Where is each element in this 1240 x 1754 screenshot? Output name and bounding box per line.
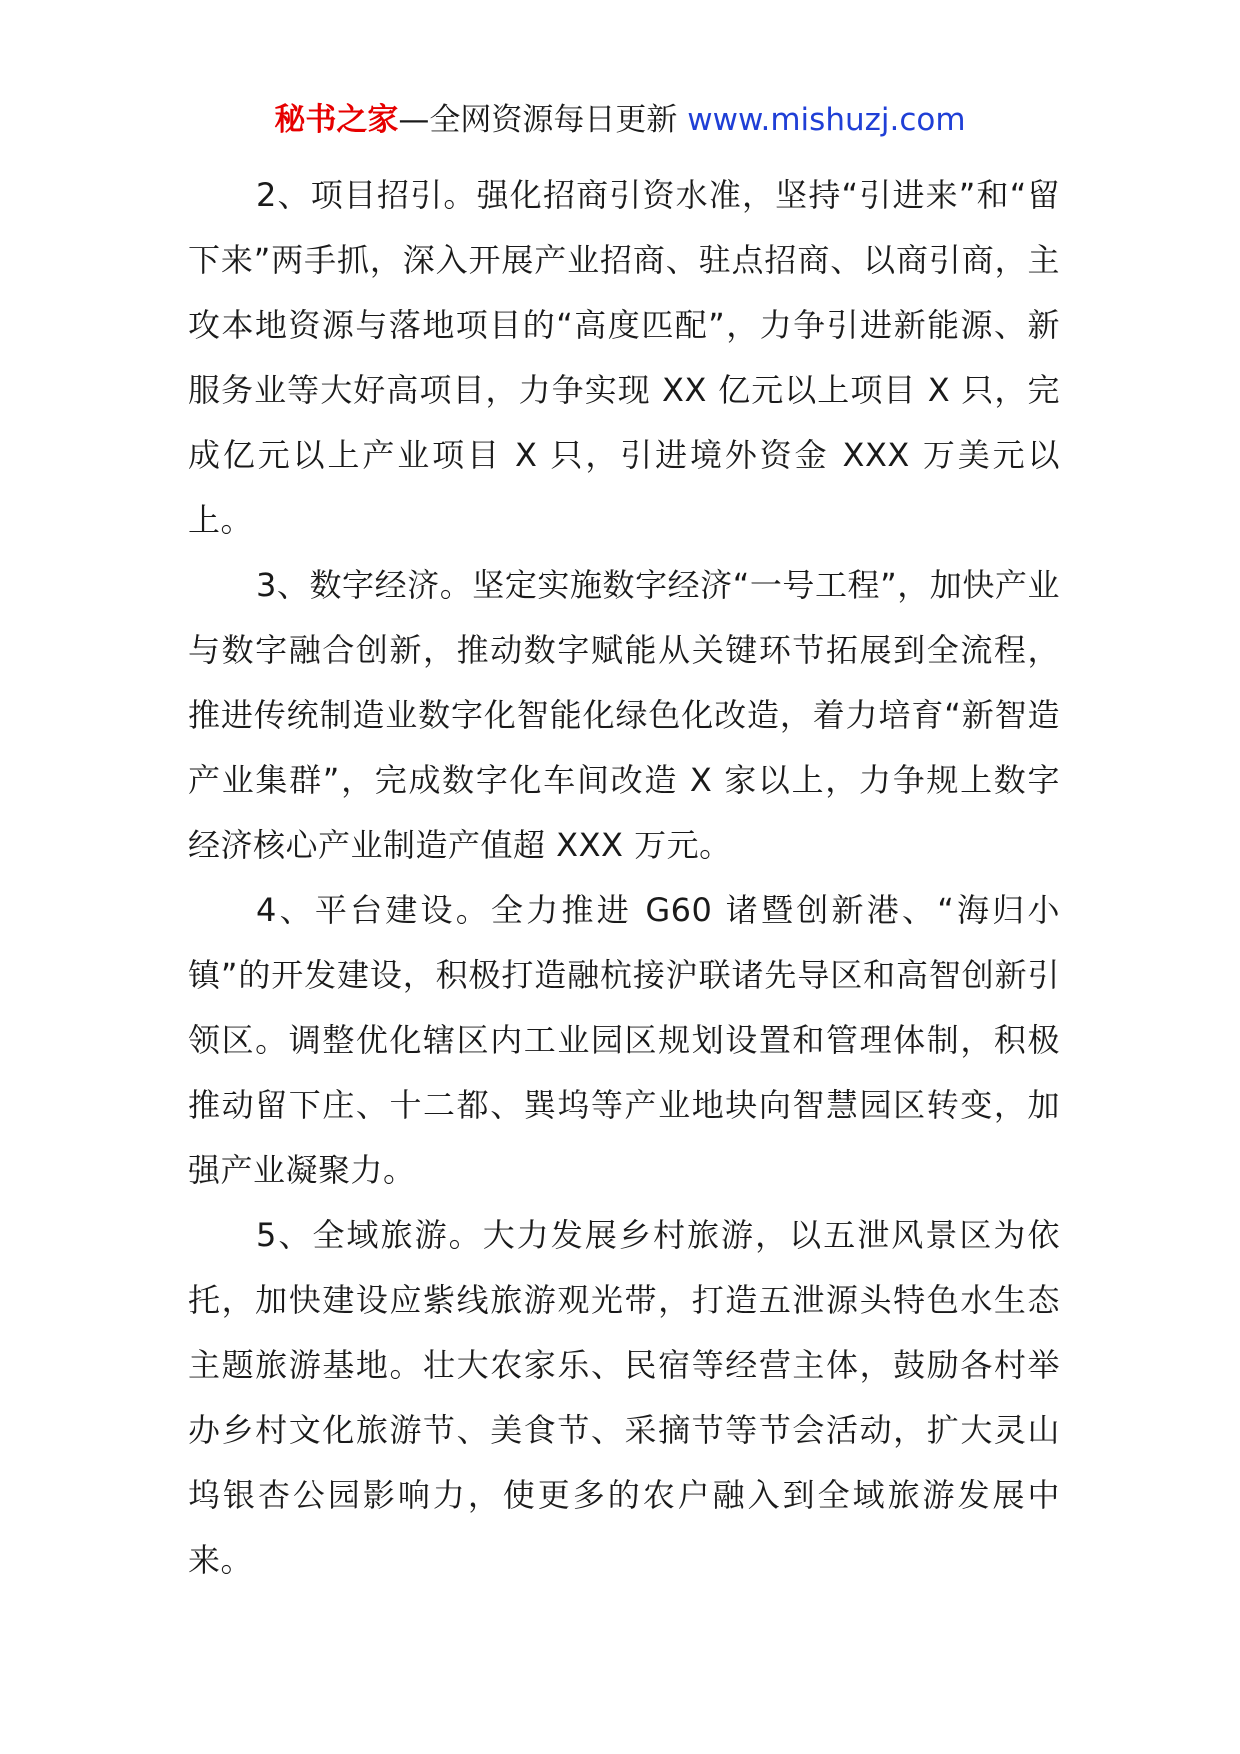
site-url-link[interactable]: www.mishuzj.com: [687, 102, 966, 138]
document-body: [188, 163, 1060, 1593]
paragraph-project-attraction: 2、项目招引。强化招商引资水准，坚持“引进来”和“留下来”两手抓，深入开展产业招商、驻点招商、以商引商，主攻本地资源与落地项目的“高度匹配”，力争引进新能源、新服务业等大好高项目，力争实现 XX 亿元以上项目 X 只，完成亿元以上产业项目 X 只，引进境外资金 XXX 万美元以上。: [188, 176, 1060, 539]
paragraph-digital-economy: 3、数字经济。坚定实施数字经济“一号工程”，加快产业与数字融合创新，推动数字赋能从关键环节拓展到全流程，推进传统制造业数字化智能化绿色化改造，着力培育“新智造产业集群”，完成数字化车间改造 X 家以上，力争规上数字经济核心产业制造产值超 XXX 万元。: [188, 566, 1060, 864]
paragraph-platform-construction: 4、平台建设。全力推进 G60 诸暨创新港、“海归小镇”的开发建设，积极打造融杭接沪联诸先导区和高智创新引领区。调整优化辖区内工业园区规划设置和管理体制，积极推动留下庄、十二都、巽坞等产业地块向智慧园区转变，加强产业凝聚力。: [188, 891, 1060, 1189]
paragraph-regional-tourism: 5、全域旅游。大力发展乡村旅游，以五泄风景区为依托，加快建设应紫线旅游观光带，打造五泄源头特色水生态主题旅游基地。壮大农家乐、民宿等经营主体，鼓励各村举办乡村文化旅游节、美食节、采摘节等节会活动，扩大灵山坞银杏公园影响力，使更多的农户融入到全域旅游发展中来。: [188, 1216, 1060, 1579]
site-brand: 秘书之家: [274, 102, 399, 138]
site-tagline: —全网资源每日更新: [398, 102, 678, 138]
page-header: [0, 100, 1240, 140]
